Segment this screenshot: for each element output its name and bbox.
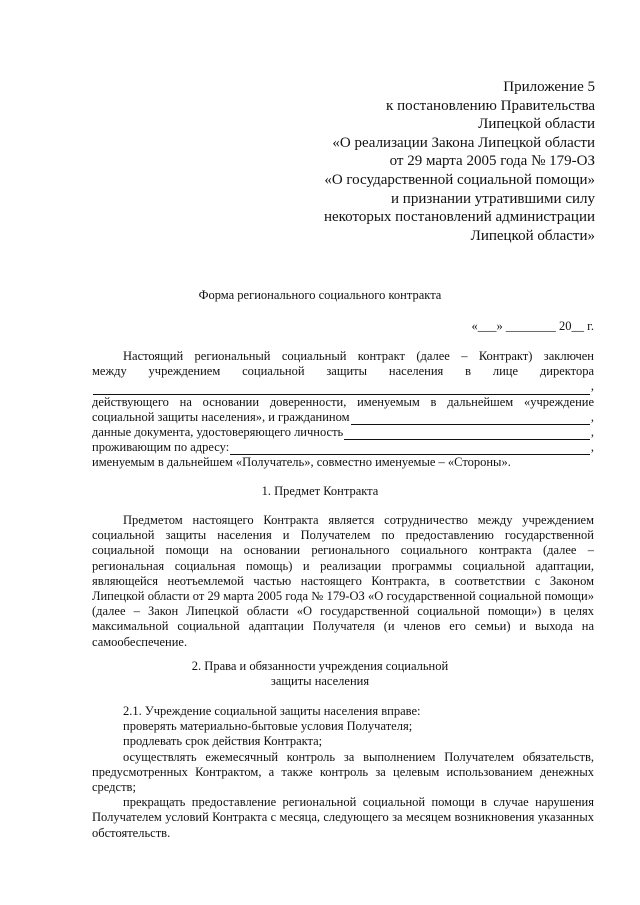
annex-line: Приложение 5 [503,79,595,95]
preamble-line: проживающим по адресу: [92,440,230,455]
annex-line: Липецкой области [478,116,595,133]
punctuation: , [590,409,594,424]
annex-line: от 29 марта 2005 года № 179-ОЗ [389,153,595,170]
director-blank-row [92,379,594,394]
section2-heading-line: защиты населения [270,674,370,689]
annex-line: к постановлению Правительства [386,97,595,114]
annex-block [275,78,595,245]
preamble-line: действующего на основании доверенности, именуемым в дальнейшем «учреждение [92,394,594,409]
preamble-line: именуемым в дальнейшем «Получатель», совместно именуемые – «Стороны». [92,455,511,470]
address-blank-row [92,440,594,455]
section2-item: 2.1. Учреждение социальной защиты населения вправе: [123,704,421,718]
address-blank [230,443,590,455]
section2-item: прекращать предоставление региональной социальной помощи в случае нарушения Получателем условий Контракта с месяца, следующего за месяцем возникновения указанных обстоятельств. [92,795,594,840]
preamble [92,349,594,471]
section1-body [92,513,594,650]
annex-line: Липецкой области» [470,227,595,244]
section1-heading: 1. Предмет Контракта [261,484,379,498]
preamble-line: между учреждением социальной защиты населения в лице директора [92,364,594,379]
document-blank-row [92,425,594,440]
id-document-blank [344,428,590,440]
citizen-blank-row [92,410,594,425]
punctuation: , [590,440,594,455]
punctuation: , [590,425,594,440]
annex-line: «О реализации Закона Липецкой области [332,134,595,151]
annex-line: некоторых постановлений администрации [323,209,595,226]
punctuation: , [590,379,594,394]
section2-body [92,704,594,841]
form-title: Форма регионального социального контракта [198,288,442,302]
preamble-line: Настоящий региональный социальный контракт (далее – Контракт) заключен [123,349,594,363]
director-name-blank [93,383,590,395]
preamble-line: социальной защиты населения», и гражданином [92,409,350,424]
section1-paragraph: Предметом настоящего Контракта является сотрудничество между учреждением социальной защиты населения и Получателем по предоставлению государственной социальной помощи на основании регионального социального контракта (далее – региональная социальная помощь) и реализации программы социальной адаптации, являющейся неотъемлемой частью настоящего Контракта, в соответствии с Законом Липецкой области от 29 марта 2005 года № 179-ОЗ «О государственной социальной помощи» (далее – Закон Липецкой области «О государственной социальной помощи») в целях максимальной социальной адаптации Получателя (и членов его семьи) и выхода на самообеспечение. [92,513,594,649]
section2-item: продлевать срок действия Контракта; [123,734,323,749]
preamble-line: данные документа, удостоверяющего личность [92,425,344,440]
section2-item: осуществлять ежемесячный контроль за выполнением Получателем обязательств, предусмотренных Контрактом, а также контроль за целевым использованием денежных средств; [92,749,594,795]
annex-line: «О государственной социальной помощи» [324,171,595,188]
date-line: «___» ________ 20__ г. [471,319,594,333]
annex-line: и признании утратившими силу [391,190,595,207]
section2-heading [0,659,640,689]
citizen-name-blank [351,413,590,425]
section2-item: проверять материально-бытовые условия Получателя; [123,719,413,734]
section2-heading-line: 2. Права и обязанности учреждения социальной [191,659,449,673]
